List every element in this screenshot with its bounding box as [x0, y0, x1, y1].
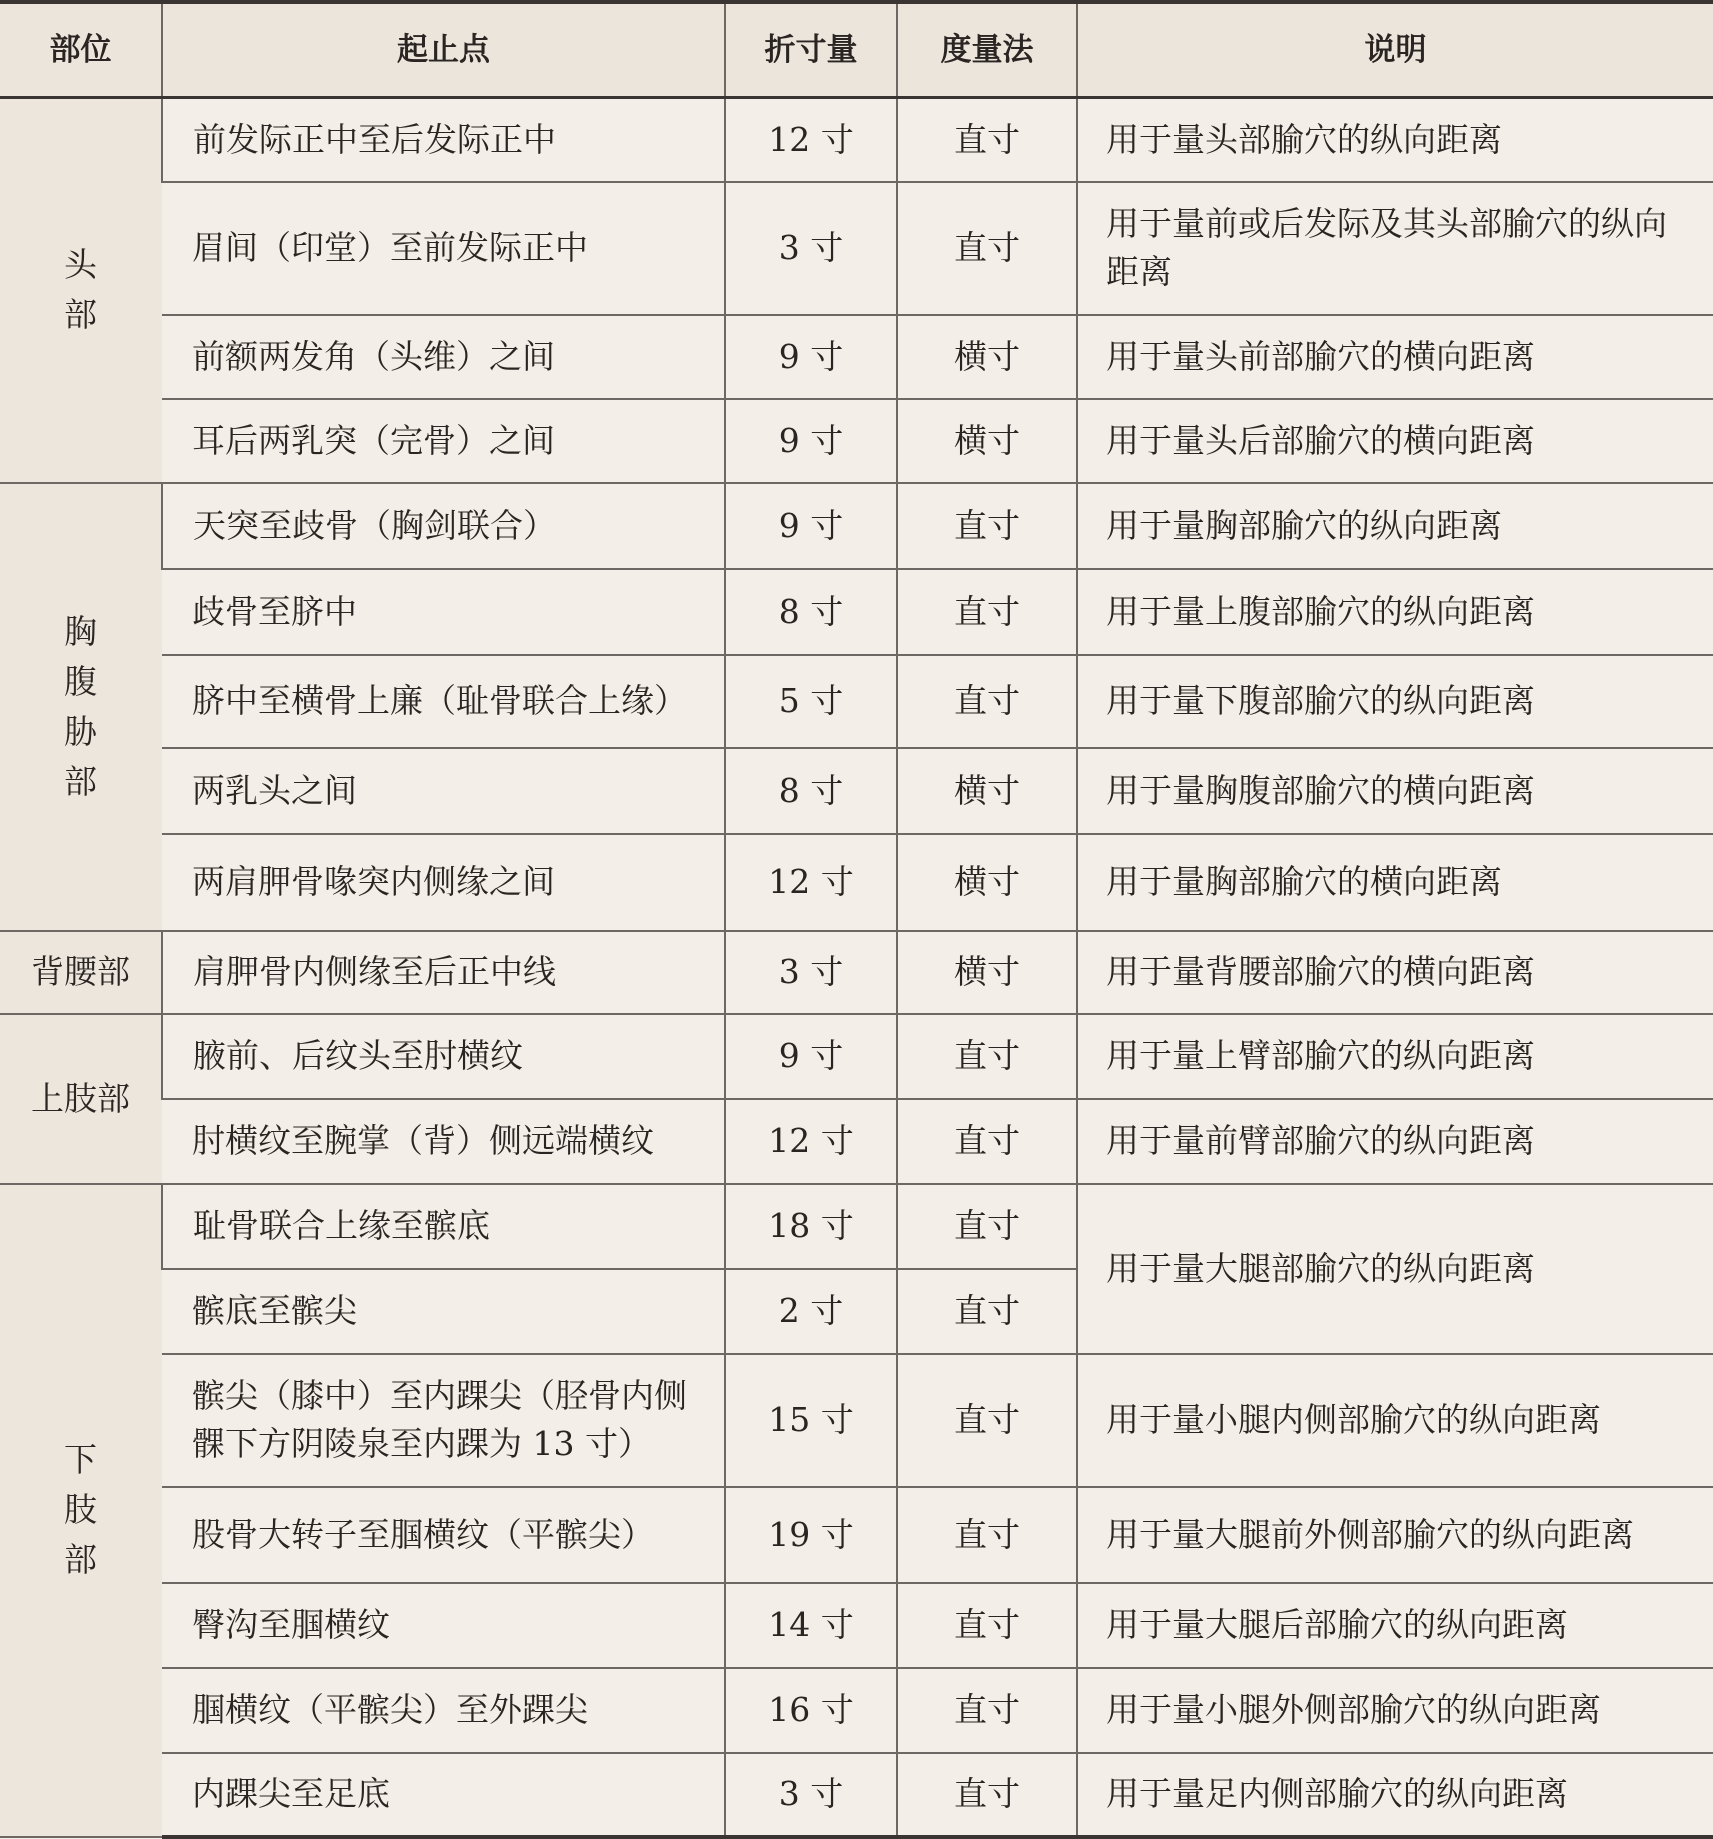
region-head-label: 头部 — [64, 245, 97, 335]
header-region: 部位 — [0, 2, 162, 98]
range-cell: 眉间（印堂）至前发际正中 — [162, 182, 725, 315]
region-upper-limb: 上肢部 — [0, 1014, 162, 1184]
table-row — [0, 931, 1713, 1014]
region-lower-label: 下肢部 — [64, 1440, 97, 1579]
range-cell: 髌底至髌尖 — [162, 1269, 725, 1354]
cun-cell: 12 寸 — [725, 98, 897, 182]
range-cell: 腋前、后纹头至肘横纹 — [162, 1014, 725, 1099]
region-head — [0, 98, 162, 483]
method-cell: 直寸 — [897, 1354, 1077, 1487]
cun-cell: 18 寸 — [725, 1184, 897, 1269]
method-cell: 直寸 — [897, 1014, 1077, 1099]
range-cell: 两乳头之间 — [162, 748, 725, 834]
cun-cell: 9 寸 — [725, 483, 897, 569]
cun-cell: 16 寸 — [725, 1668, 897, 1753]
range-cell: 内踝尖至足底 — [162, 1753, 725, 1837]
desc-cell: 用于量小腿内侧部腧穴的纵向距离 — [1077, 1354, 1713, 1487]
cun-cell: 12 寸 — [725, 834, 897, 931]
desc-cell: 用于量上腹部腧穴的纵向距离 — [1077, 569, 1713, 655]
cun-cell: 15 寸 — [725, 1354, 897, 1487]
desc-cell: 用于量大腿前外侧部腧穴的纵向距离 — [1077, 1487, 1713, 1583]
desc-cell: 用于量小腿外侧部腧穴的纵向距离 — [1077, 1668, 1713, 1753]
table-row — [0, 315, 1713, 399]
method-cell: 直寸 — [897, 1099, 1077, 1184]
header-desc: 说明 — [1077, 2, 1713, 98]
range-cell: 肩胛骨内侧缘至后正中线 — [162, 931, 725, 1014]
cun-cell: 2 寸 — [725, 1269, 897, 1354]
method-cell: 横寸 — [897, 399, 1077, 483]
table-row — [0, 1014, 1713, 1099]
cun-cell: 12 寸 — [725, 1099, 897, 1184]
table-row — [0, 1184, 1713, 1269]
header-method: 度量法 — [897, 2, 1077, 98]
desc-cell: 用于量胸部腧穴的纵向距离 — [1077, 483, 1713, 569]
method-cell: 直寸 — [897, 655, 1077, 748]
desc-cell: 用于量前或后发际及其头部腧穴的纵向距离 — [1077, 182, 1713, 315]
table-row — [0, 1668, 1713, 1753]
cun-cell: 8 寸 — [725, 569, 897, 655]
table-row — [0, 182, 1713, 315]
method-cell: 直寸 — [897, 1583, 1077, 1668]
method-cell: 直寸 — [897, 1184, 1077, 1269]
table-row — [0, 98, 1713, 182]
table-row — [0, 483, 1713, 569]
desc-cell: 用于量大腿部腧穴的纵向距离 — [1077, 1184, 1713, 1354]
method-cell: 横寸 — [897, 748, 1077, 834]
header-cun: 折寸量 — [725, 2, 897, 98]
table-row — [0, 834, 1713, 931]
cun-cell: 5 寸 — [725, 655, 897, 748]
table-row — [0, 1487, 1713, 1583]
method-cell: 横寸 — [897, 315, 1077, 399]
region-chest — [0, 483, 162, 931]
cun-cell: 9 寸 — [725, 1014, 897, 1099]
range-cell: 耻骨联合上缘至髌底 — [162, 1184, 725, 1269]
table-row — [0, 569, 1713, 655]
cun-cell: 3 寸 — [725, 1753, 897, 1837]
method-cell: 直寸 — [897, 483, 1077, 569]
cun-cell: 9 寸 — [725, 315, 897, 399]
desc-cell: 用于量足内侧部腧穴的纵向距离 — [1077, 1753, 1713, 1837]
header-range: 起止点 — [162, 2, 725, 98]
desc-cell: 用于量下腹部腧穴的纵向距离 — [1077, 655, 1713, 748]
table-row — [0, 1099, 1713, 1184]
range-cell: 天突至歧骨（胸剑联合） — [162, 483, 725, 569]
range-cell: 臀沟至腘横纹 — [162, 1583, 725, 1668]
range-cell: 肘横纹至腕掌（背）侧远端横纹 — [162, 1099, 725, 1184]
table-row — [0, 748, 1713, 834]
desc-cell: 用于量前臂部腧穴的纵向距离 — [1077, 1099, 1713, 1184]
table-row — [0, 1583, 1713, 1668]
region-lower-limb — [0, 1184, 162, 1837]
header-row — [0, 2, 1713, 98]
desc-cell: 用于量头部腧穴的纵向距离 — [1077, 98, 1713, 182]
range-cell: 歧骨至脐中 — [162, 569, 725, 655]
desc-cell: 用于量上臂部腧穴的纵向距离 — [1077, 1014, 1713, 1099]
range-cell: 前额两发角（头维）之间 — [162, 315, 725, 399]
range-cell: 脐中至横骨上廉（耻骨联合上缘） — [162, 655, 725, 748]
table-row — [0, 1753, 1713, 1837]
region-chest-label: 胸腹胁部 — [64, 611, 97, 801]
range-cell: 股骨大转子至腘横纹（平髌尖） — [162, 1487, 725, 1583]
desc-cell: 用于量头前部腧穴的横向距离 — [1077, 315, 1713, 399]
method-cell: 直寸 — [897, 1668, 1077, 1753]
desc-cell: 用于量背腰部腧穴的横向距离 — [1077, 931, 1713, 1014]
range-cell: 前发际正中至后发际正中 — [162, 98, 725, 182]
region-back: 背腰部 — [0, 931, 162, 1014]
table-row — [0, 655, 1713, 748]
cun-cell: 3 寸 — [725, 931, 897, 1014]
method-cell: 横寸 — [897, 931, 1077, 1014]
desc-cell: 用于量胸腹部腧穴的横向距离 — [1077, 748, 1713, 834]
method-cell: 直寸 — [897, 1269, 1077, 1354]
range-cell: 两肩胛骨喙突内侧缘之间 — [162, 834, 725, 931]
range-cell: 髌尖（膝中）至内踝尖（胫骨内侧髁下方阴陵泉至内踝为 13 寸） — [162, 1354, 725, 1487]
table-row — [0, 1354, 1713, 1487]
cun-cell: 9 寸 — [725, 399, 897, 483]
table-row — [0, 399, 1713, 483]
desc-cell: 用于量大腿后部腧穴的纵向距离 — [1077, 1583, 1713, 1668]
method-cell: 直寸 — [897, 569, 1077, 655]
cun-cell: 8 寸 — [725, 748, 897, 834]
desc-cell: 用于量头后部腧穴的横向距离 — [1077, 399, 1713, 483]
range-cell: 腘横纹（平髌尖）至外踝尖 — [162, 1668, 725, 1753]
method-cell: 横寸 — [897, 834, 1077, 931]
cun-cell: 19 寸 — [725, 1487, 897, 1583]
cun-cell: 14 寸 — [725, 1583, 897, 1668]
method-cell: 直寸 — [897, 98, 1077, 182]
range-cell: 耳后两乳突（完骨）之间 — [162, 399, 725, 483]
method-cell: 直寸 — [897, 1487, 1077, 1583]
desc-cell: 用于量胸部腧穴的横向距离 — [1077, 834, 1713, 931]
method-cell: 直寸 — [897, 1753, 1077, 1837]
method-cell: 直寸 — [897, 182, 1077, 315]
cun-cell: 3 寸 — [725, 182, 897, 315]
